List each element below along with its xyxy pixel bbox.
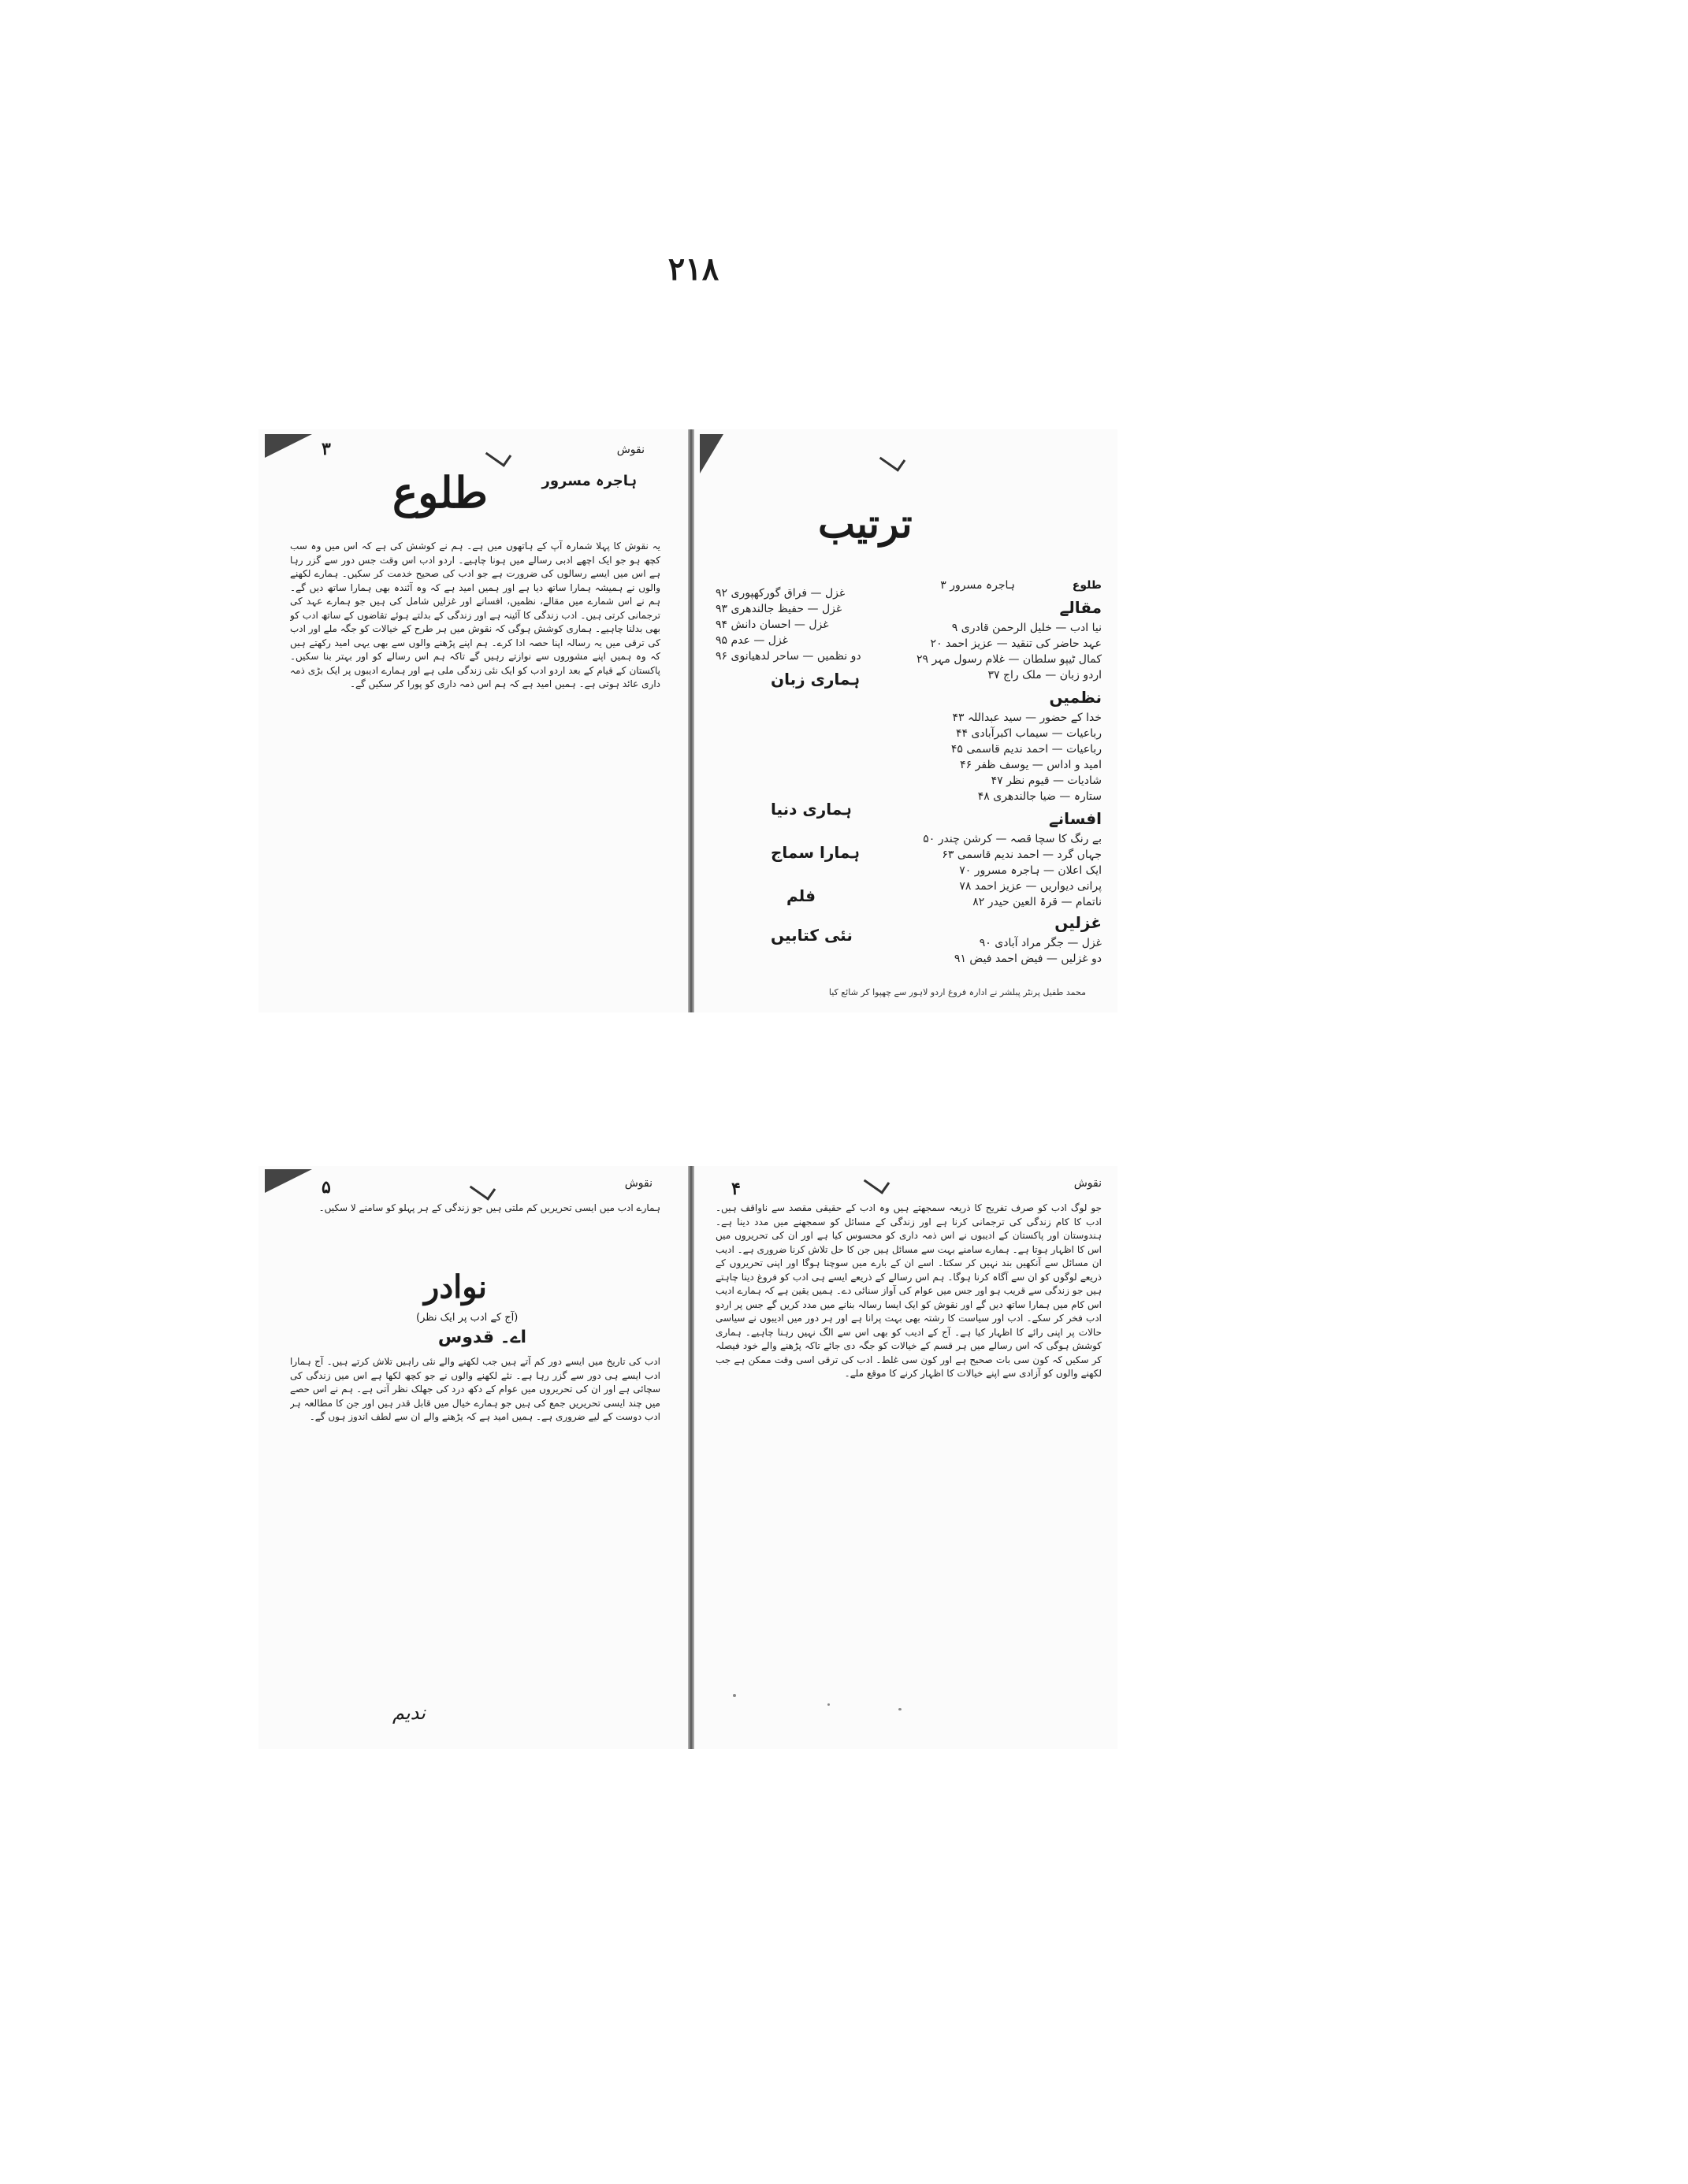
running-header: نقوش: [624, 1177, 653, 1190]
toc-section: غزلیں: [1054, 913, 1102, 932]
byline: اے۔ قدوس: [437, 1328, 526, 1347]
scan-corner-mark: [700, 434, 723, 474]
toc-entry: پرانی دیواریں — عزیز احمد ۷۸: [959, 880, 1102, 893]
scan-speck: [733, 1694, 736, 1697]
section-subtitle: (آج کے ادب پر ایک نظر): [416, 1312, 519, 1324]
toc-entry: غزل — فراق گورکھپوری ۹۲: [716, 587, 846, 600]
check-mark-icon: [864, 1170, 890, 1194]
toc-entry: نیا ادب — خلیل الرحمن قادری ۹: [951, 622, 1102, 634]
toc-entry: دو نظمیں — ساحر لدھیانوی ۹۶: [716, 650, 861, 663]
editorial-continuation-page: [700, 1166, 1117, 1749]
nawadir-body: ادب کی تاریخ میں ایسے دور کم آتے ہیں جب لکھنے والے نئی راہیں تلاش کرتے ہیں۔ آج ہمارا ادب ایسے ہی دور سے گزر رہا ہے۔ نئے لکھنے والوں نے جو کچھ لکھا ہے اس میں زندگی کی سچائی ہے اور ان کی تحریروں میں عوام کے دکھ درد کی جھلک نظر آتی ہے۔ ہم نے اس حصے میں چند ایسی تحریریں جمع کی ہیں جو ہمارے خیال میں قابل قدر ہیں اور جن کا مطالعہ ہر ادب دوست کے لیے ضروری ہے۔ ہمیں امید ہے کہ پڑھنے والے ان سے لطف اندوز ہوں گے۔: [290, 1356, 660, 1422]
toc-section: طلوع: [1072, 579, 1102, 592]
check-mark-icon: [470, 1176, 496, 1201]
nawadir-page: [258, 1166, 684, 1749]
toc-entry: ناتمام — قرۃ العین حیدر ۸۲: [972, 896, 1102, 908]
toc-section: افسانے: [1048, 809, 1102, 828]
toc-entry: جہاں گرد — احمد ندیم قاسمی ۶۳: [942, 849, 1102, 861]
scan-corner-mark: [265, 434, 312, 458]
leaf-number: ۴: [731, 1179, 741, 1199]
scan-speck: [827, 1703, 830, 1706]
toc-entry: ہاجرہ مسرور ۳: [940, 579, 1015, 592]
running-header: نقوش: [1073, 1177, 1102, 1190]
toc-entry: غزل — احسان دانش ۹۴: [716, 618, 829, 631]
leaf-number: ۳: [322, 439, 331, 459]
toc-entry: غزل — عدم ۹۵: [716, 634, 788, 647]
toc-entry: کمال ٹیپو سلطان — غلام رسول مہر ۲۹: [916, 653, 1102, 666]
signature: ندیم: [392, 1702, 426, 1724]
editorial-page: [258, 429, 684, 1012]
toc-entry: بے رنگ کا سچا قصہ — کرشن چندر ۵۰: [923, 833, 1102, 845]
intro-text: ہمارے ادب میں ایسی تحریریں کم ملتی ہیں جو زندگی کے ہر پہلو کو سامنے لا سکیں۔: [318, 1202, 660, 1213]
toc-entry: غزل — حفیظ جالندھری ۹۳: [716, 603, 842, 615]
toc-section: مقالے: [1059, 598, 1102, 617]
toc-entry: اردو زبان — ملک راج ۳۷: [987, 669, 1102, 682]
toc-entry: ایک اعلان — ہاجرہ مسرور ۷۰: [959, 864, 1102, 877]
contents-page: [700, 429, 1117, 1012]
scan-corner-mark: [265, 1169, 312, 1193]
toc-section: ہماری زبان: [771, 670, 861, 689]
contents-title: ترتیب: [818, 500, 913, 547]
page-number: ۲۱۸: [667, 251, 719, 288]
check-mark-icon: [879, 448, 906, 472]
scan-speck: [898, 1708, 902, 1710]
toc-section: نظمیں: [1049, 688, 1102, 707]
toc-entry: شادیات — قیوم نظر ۴۷: [991, 774, 1102, 787]
toc-entry: رباعیات — سیماب اکبرآبادی ۴۴: [955, 727, 1102, 740]
gutter: [688, 1166, 694, 1749]
imprint-note: محمد طفیل پرنٹر پبلشر نے ادارہ فروغ اردو لاہور سے چھپوا کر شائع کیا: [828, 987, 1086, 997]
toc-section: ہماری دنیا: [771, 800, 852, 819]
toc-entry: رباعیات — احمد ندیم قاسمی ۴۵: [950, 743, 1102, 756]
toc-entry: عہد حاضر کی تنقید — عزیز احمد ۲۰: [930, 637, 1102, 650]
toc-entry: غزل — جگر مراد آبادی ۹۰: [979, 937, 1102, 949]
toc-section: ہمارا سماج: [771, 843, 860, 862]
toc-entry: ستارہ — ضیا جالندھری ۴۸: [977, 790, 1102, 803]
bottom-spread: [258, 1166, 1117, 1749]
gutter: [688, 429, 694, 1012]
editorial-body: یہ نقوش کا پہلا شمارہ آپ کے ہاتھوں میں ہے۔ ہم نے کوشش کی ہے کہ اس میں وہ سب کچھ ہو جو ایک اچھے ادبی رسالے میں ہونا چاہیے۔ اردو ادب اس وقت جس دور سے گزر رہا ہے اس میں ایسے رسالوں کی ضرورت ہے جو ادب کی صحیح خدمت کر سکیں۔ ہمارے لکھنے والوں نے ہمیشہ ہمارا ساتھ دیا ہے اور ہمیں امید ہے کہ وہ آئندہ بھی ہمارا ساتھ دیں گے۔ ہم نے اس شمارے میں مقالے، نظمیں، افسانے اور غزلیں شامل کی ہیں جو ہمارے عہد کی ترجمانی کرتی ہیں۔ ادب زندگی کا آئینہ ہے اور زندگی کے بدلتے ہوئے تقاضوں کے ساتھ ادب کو بھی بدلنا چاہیے۔ ہماری کوشش ہوگی کہ نقوش میں ہر طرح کے خیالات کو جگہ ملے اور ادب کی ترقی میں یہ رسالہ اپنا حصہ ادا کرے۔ ہم اپنے پڑھنے والوں سے بھی یہی امید رکھتے ہیں کہ وہ ہمیں اپنے مشوروں سے نوازتے رہیں گے تاکہ ہم اس رسالے کو اور بہتر بنا سکیں۔ پاکستان کے قیام کے بعد اردو ادب کو ایک نئی زندگی ملی ہے اور ہمارے ادیبوں پر ایک بڑی ذمہ داری عائد ہوتی ہے۔ ہمیں امید ہے کہ ہم اس ذمہ داری کو پورا کر سکیں گے۔: [290, 540, 660, 689]
running-header: نقوش: [616, 444, 645, 456]
article-title: طلوع: [392, 467, 488, 518]
toc-section: فلم: [786, 886, 816, 905]
toc-entry: امید و اداس — یوسف ظفر ۴۶: [960, 759, 1102, 771]
toc-section: نئی کتابیں: [771, 926, 853, 945]
check-mark-icon: [485, 443, 512, 467]
editorial-continuation-body: جو لوگ ادب کو صرف تفریح کا ذریعہ سمجھتے ہیں وہ ادب کے حقیقی مقصد سے ناواقف ہیں۔ ادب کا کام زندگی کی ترجمانی کرنا ہے اور زندگی کے مسائل کو سمجھنے میں مدد دینا ہے۔ ہندوستان اور پاکستان کے ادیبوں نے اس ذمہ داری کو محسوس کیا ہے اور ان کی تحریروں میں اس کا اظہار ہوتا ہے۔ ہمارے سامنے بہت سے مسائل ہیں جن کا حل تلاش کرنا ضروری ہے۔ ادیب ان مسائل سے آنکھیں بند نہیں کر سکتا۔ اسے ان کے بارے میں سوچنا ہوگا اور اپنی تحریروں کے ذریعے لوگوں کو ان سے آگاہ کرنا ہوگا۔ ہم اس رسالے کے ذریعے ایسے ہی ادب کو فروغ دینا چاہتے ہیں جو زندگی سے قریب ہو اور جس میں عوام کی آواز سنائی دے۔ ہمیں یقین ہے کہ ہمارے ادیب اس کام میں ہمارا ساتھ دیں گے اور نقوش کو ایک ایسا رسالہ بنانے میں مدد کریں گے جس پر اردو ادب فخر کر سکے۔ ادب اور سیاست کا رشتہ بھی بہت پرانا ہے اور ہر دور میں ادیبوں نے سیاسی حالات پر اپنی رائے کا اظہار کیا ہے۔ آج کے ادیب کو بھی اس سے الگ نہیں رہنا چاہیے۔ ہماری کوشش ہوگی کہ اس رسالے میں ہر قسم کے خیالات کو جگہ دی جائے تاکہ پڑھنے والے خود فیصلہ کر سکیں کہ کون سی بات صحیح ہے اور کون سی غلط۔ ادب کی ترقی اسی وقت ممکن ہے جب لکھنے والوں کو آزادی سے اپنے خیالات کا اظہار کرنے کا موقع ملے۔: [716, 1202, 1102, 1379]
section-title: نوادر: [424, 1268, 488, 1306]
toc-entry: خدا کے حضور — سید عبداللہ ۴۳: [952, 711, 1102, 724]
leaf-number: ۵: [322, 1177, 331, 1198]
author-name: ہاجرہ مسرور: [541, 473, 637, 489]
toc-entry: دو غزلیں — فیض احمد فیض ۹۱: [954, 953, 1102, 965]
top-spread: [258, 429, 1117, 1012]
